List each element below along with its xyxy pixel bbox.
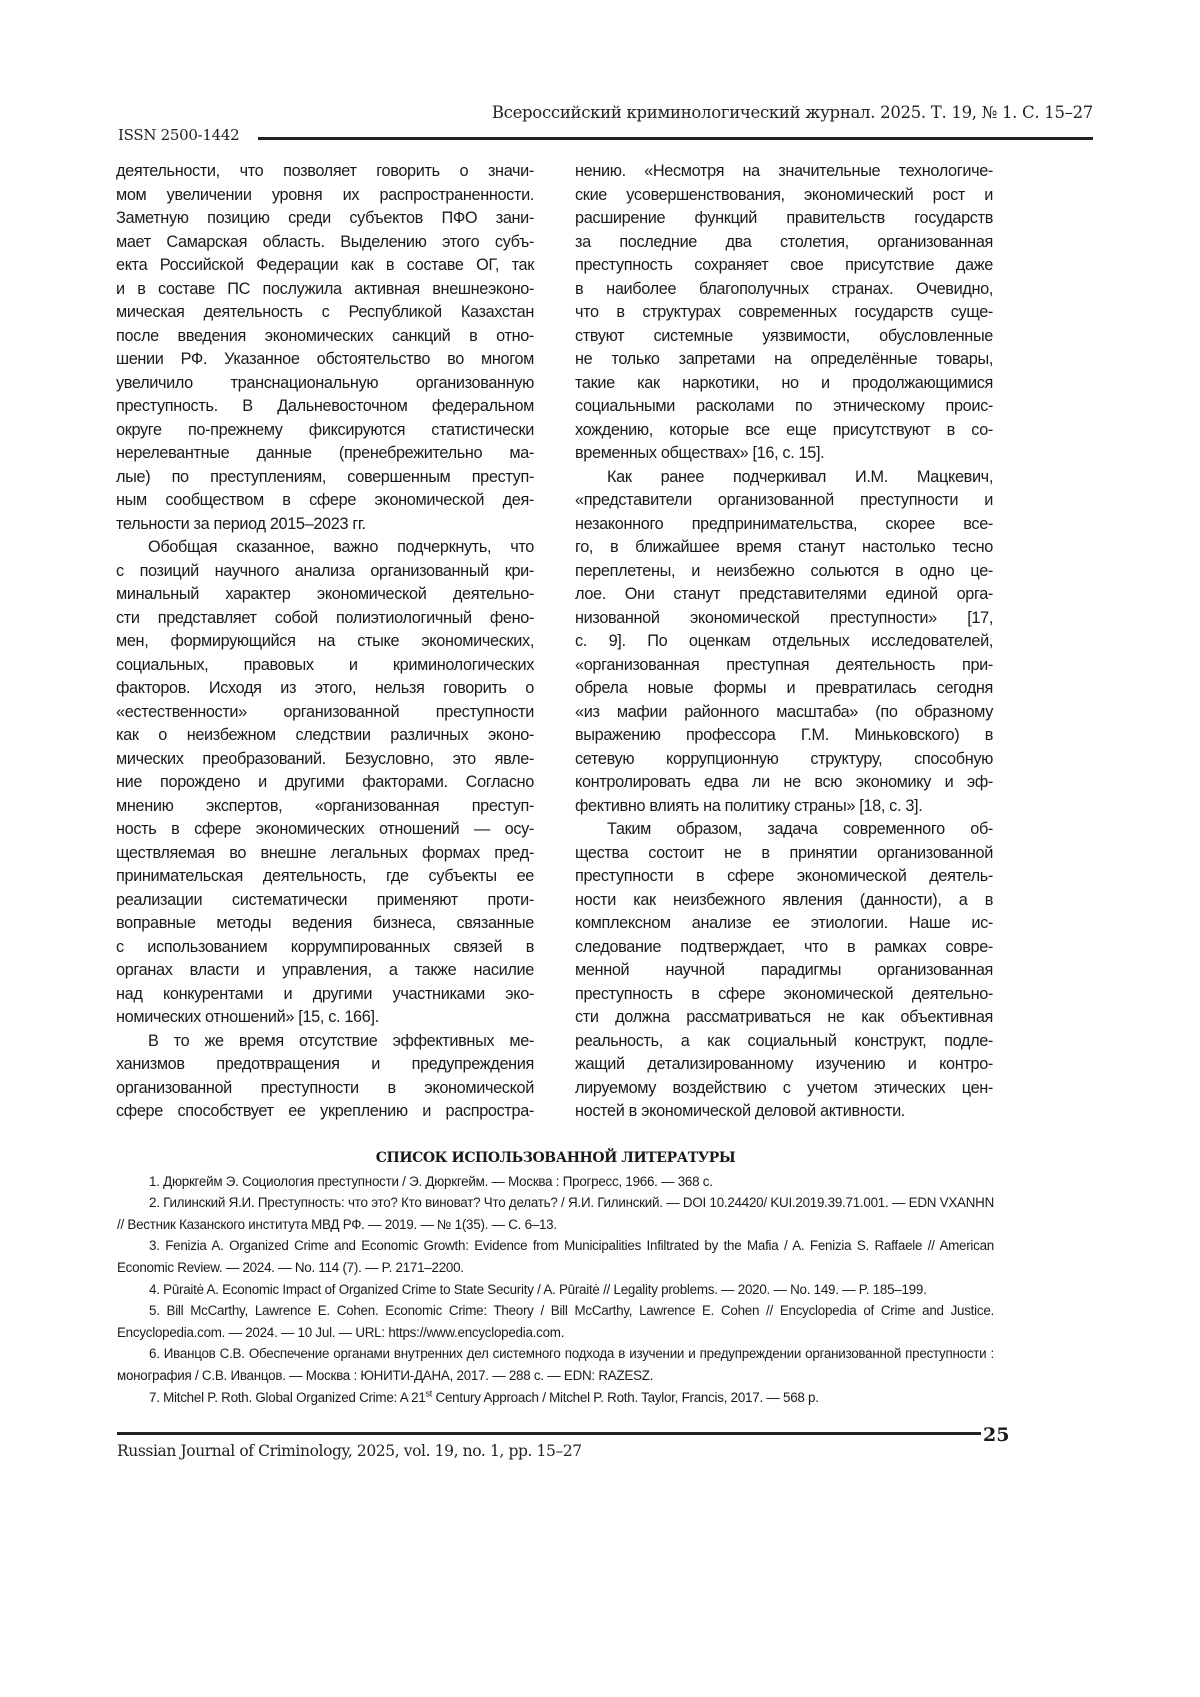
text-line: расширение функций правительств государств bbox=[575, 207, 993, 231]
text-line: низованной экономической преступности» [17, bbox=[575, 607, 993, 631]
reference-item bbox=[117, 1387, 994, 1409]
paragraph bbox=[575, 160, 993, 466]
references-list bbox=[117, 1171, 994, 1387]
text-line: такие как наркотики, но и продолжающимися bbox=[575, 372, 993, 396]
text-line: комплексном анализе ее этиологии. Наше ис- bbox=[575, 912, 993, 936]
text-line: номических отношений» [15, с. 166]. bbox=[116, 1006, 534, 1030]
text-line: ские усовершенствования, экономический рост и bbox=[575, 184, 993, 208]
text-line: Заметную позицию среди субъектов ПФО зани- bbox=[116, 207, 534, 231]
text-line: го, в ближайшее время станут настолько тесно bbox=[575, 536, 993, 560]
reference-text: Century Approach / Mitchel P. Roth. Taylor, Francis, 2017. — 568 p. bbox=[432, 1390, 819, 1405]
text-line: ние порождено и другими факторами. Согласно bbox=[116, 771, 534, 795]
text-line: мическая деятельность с Республикой Казахстан bbox=[116, 301, 534, 325]
text-line: лые) по преступлениям, совершенным преступ- bbox=[116, 466, 534, 490]
paragraph bbox=[575, 818, 993, 1124]
text-line: «организованная преступная деятельность при- bbox=[575, 654, 993, 678]
text-line: факторов. Исходя из этого, нельзя говорить о bbox=[116, 677, 534, 701]
text-line: выражению профессора Г.М. Миньковского) в bbox=[575, 724, 993, 748]
text-line: менной научной парадигмы организованная bbox=[575, 959, 993, 983]
text-line: тельности за период 2015–2023 гг. bbox=[116, 513, 534, 537]
paragraph bbox=[575, 466, 993, 819]
text-line: воправные методы ведения бизнеса, связанные bbox=[116, 912, 534, 936]
text-line: увеличило транснациональную организованную bbox=[116, 372, 534, 396]
references-section bbox=[117, 1148, 994, 1408]
text-line: мнению экспертов, «организованная преступ- bbox=[116, 795, 534, 819]
reference-item: 6. Иванцов С.В. Обеспечение органами внутренних дел системного подхода в изучении и предупреждении организо­ванной преступности : монография / С.В. Иванцов. — Москва : ЮНИТИ-ДАНА, 2017. — 288 с. — EDN: RAZESZ. bbox=[117, 1343, 994, 1386]
header-rule bbox=[258, 137, 1093, 140]
text-line: сетевую коррупционную структуру, способную bbox=[575, 748, 993, 772]
text-line: лое. Они станут представителями единой орга- bbox=[575, 583, 993, 607]
text-line: преступность в сфере экономической деятельно- bbox=[575, 983, 993, 1007]
text-line: ханизмов предотвращения и предупреждения bbox=[116, 1053, 534, 1077]
text-line: ным сообществом в сфере экономической дея- bbox=[116, 489, 534, 513]
text-line: контролировать едва ли не всю экономику и эф- bbox=[575, 771, 993, 795]
reference-item: 5. Bill McCarthy, Lawrence E. Cohen. Economic Crime: Theory / Bill McCarthy, Lawrence E. Cohen // Encyclopedia of Crime and Justice. Encyclopedia.com. — 2024. — 10 Jul. — URL: https://www.encyclopedia.com. bbox=[117, 1300, 994, 1343]
text-line: «представители организованной преступности и bbox=[575, 489, 993, 513]
text-line: после введения экономических санкций в отно- bbox=[116, 325, 534, 349]
right-column bbox=[575, 160, 993, 1124]
text-line: мен, формирующийся на стыке экономических, bbox=[116, 630, 534, 654]
text-line: «естественности» организованной преступности bbox=[116, 701, 534, 725]
reference-item: 2. Гилинский Я.И. Преступность: что это? Кто виноват? Что делать? / Я.И. Гилинский. — DOI 10.24420/ KUI.2019.39.71.001. — EDN VXANHN // Вестник Казанского института МВД РФ. — 2019. — № 1(35). — С. 6–13. bbox=[117, 1192, 994, 1235]
text-line: за последние два столетия, организованная bbox=[575, 231, 993, 255]
text-line: лируемому воздействию с учетом этических цен- bbox=[575, 1077, 993, 1101]
text-line: Обобщая сказанное, важно подчеркнуть, что bbox=[116, 536, 534, 560]
text-line: екта Российской Федерации как в составе ОГ, так bbox=[116, 254, 534, 278]
text-line: мических преобразований. Безусловно, это явле- bbox=[116, 748, 534, 772]
text-line: минальный характер экономической деятельно- bbox=[116, 583, 534, 607]
text-line: не только запретами на определённые товары, bbox=[575, 348, 993, 372]
text-line: шении РФ. Указанное обстоятельство во многом bbox=[116, 348, 534, 372]
references-heading: СПИСОК ИСПОЛЬЗОВАННОЙ ЛИТЕРАТУРЫ bbox=[117, 1148, 994, 1170]
reference-item: 3. Fenizia A. Organized Crime and Economic Growth: Evidence from Municipalities Infiltrated by the Mafia / A. Fenizia S. Raf­faele // American Economic Review. — 2024. — No. 114 (7). — P. 2171–2200. bbox=[117, 1235, 994, 1278]
text-line: что в структурах современных государств суще- bbox=[575, 301, 993, 325]
footer-rule bbox=[117, 1432, 981, 1435]
text-line: В то же время отсутствие эффективных ме- bbox=[116, 1030, 534, 1054]
text-line: реальность, а как социальный конструкт, подле- bbox=[575, 1030, 993, 1054]
text-line: обрела новые формы и превратилась сегодня bbox=[575, 677, 993, 701]
text-line: над конкурентами и другими участниками эко- bbox=[116, 983, 534, 1007]
journal-title: Всероссийский криминологический журнал. 2025. Т. 19, № 1. С. 15–27 bbox=[492, 103, 1093, 122]
text-line: реализации систематически применяют проти- bbox=[116, 889, 534, 913]
text-line: сти представляет собой полиэтиологичный фено- bbox=[116, 607, 534, 631]
text-line: организованной преступности в экономической bbox=[116, 1077, 534, 1101]
paragraph bbox=[116, 160, 534, 536]
text-line: с использованием коррумпированных связей в bbox=[116, 936, 534, 960]
text-line: переплетены, и неизбежно сольются в одно це- bbox=[575, 560, 993, 584]
paragraph bbox=[116, 1030, 534, 1124]
text-line: деятельности, что позволяет говорить о значи- bbox=[116, 160, 534, 184]
text-line: ность в сфере экономических отношений — осу- bbox=[116, 818, 534, 842]
text-line: с позиций научного анализа организованный кри- bbox=[116, 560, 534, 584]
text-line: сти должна рассматриваться не как объективная bbox=[575, 1006, 993, 1030]
text-line: «из мафии районного масштаба» (по образному bbox=[575, 701, 993, 725]
paragraph bbox=[116, 536, 534, 1030]
text-line: незаконного предпринимательства, скорее все- bbox=[575, 513, 993, 537]
text-line: преступности в сфере экономической деятель- bbox=[575, 865, 993, 889]
left-column bbox=[116, 160, 534, 1124]
text-line: ности как неизбежного явления (данности), а в bbox=[575, 889, 993, 913]
text-line: фективно влиять на политику страны» [18, с. 3]. bbox=[575, 795, 993, 819]
reference-item: 4. Pūraitė A. Economic Impact of Organized Crime to State Security / A. Pūraitė // Legality problems. — 2020. — No. 149. — P. 185–199. bbox=[117, 1279, 994, 1301]
text-line: социальных, правовых и криминологических bbox=[116, 654, 534, 678]
page-number: 25 bbox=[983, 1424, 1009, 1446]
text-line: органах власти и управления, а также насилие bbox=[116, 959, 534, 983]
text-line: нению. «Несмотря на значительные технологиче- bbox=[575, 160, 993, 184]
text-line: преступность. В Дальневосточном федеральном bbox=[116, 395, 534, 419]
text-line: нерелевантные данные (пренебрежительно ма- bbox=[116, 442, 534, 466]
text-line: щества состоит не в принятии организованной bbox=[575, 842, 993, 866]
text-line: преступность сохраняет свое присутствие даже bbox=[575, 254, 993, 278]
text-line: ществляемая во внешне легальных формах пред- bbox=[116, 842, 534, 866]
text-line: ствуют системные уязвимости, обусловленные bbox=[575, 325, 993, 349]
text-line: временных обществах» [16, с. 15]. bbox=[575, 442, 993, 466]
text-line: как о неизбежном следствии различных эконо- bbox=[116, 724, 534, 748]
text-line: мает Самарская область. Выделению этого субъ- bbox=[116, 231, 534, 255]
text-line: с. 9]. По оценкам отдельных исследователей, bbox=[575, 630, 993, 654]
text-line: мом увеличении уровня их распространенности. bbox=[116, 184, 534, 208]
text-line: ностей в экономической деловой активности. bbox=[575, 1100, 993, 1124]
superscript: st bbox=[426, 1388, 433, 1398]
text-line: следование подтверждает, что в рамках совре- bbox=[575, 936, 993, 960]
text-line: в наиболее благополучных странах. Очевидно, bbox=[575, 278, 993, 302]
text-line: сфере способствует ее укреплению и распростра- bbox=[116, 1100, 534, 1124]
text-line: Как ранее подчеркивал И.М. Мацкевич, bbox=[575, 466, 993, 490]
text-line: жащий детализированному изучению и контро- bbox=[575, 1053, 993, 1077]
text-line: Таким образом, задача современного об- bbox=[575, 818, 993, 842]
reference-item: 1. Дюркгейм Э. Социология преступности / Э. Дюркгейм. — Москва : Прогресс, 1966. — 368 с. bbox=[117, 1171, 994, 1193]
text-line: и в составе ПС послужила активная внешнеэконо- bbox=[116, 278, 534, 302]
reference-text: 7. Mitchel P. Roth. Global Organized Crime: A 21 bbox=[149, 1390, 426, 1405]
issn: ISSN 2500-1442 bbox=[118, 126, 239, 144]
text-line: социальными расколами по этническому проис- bbox=[575, 395, 993, 419]
text-line: хождению, которые все еще присутствуют в со- bbox=[575, 419, 993, 443]
text-line: принимательская деятельность, где субъекты ее bbox=[116, 865, 534, 889]
text-line: округе по-прежнему фиксируются статистически bbox=[116, 419, 534, 443]
footer-citation: Russian Journal of Criminology, 2025, vol. 19, no. 1, pp. 15–27 bbox=[117, 1442, 582, 1460]
